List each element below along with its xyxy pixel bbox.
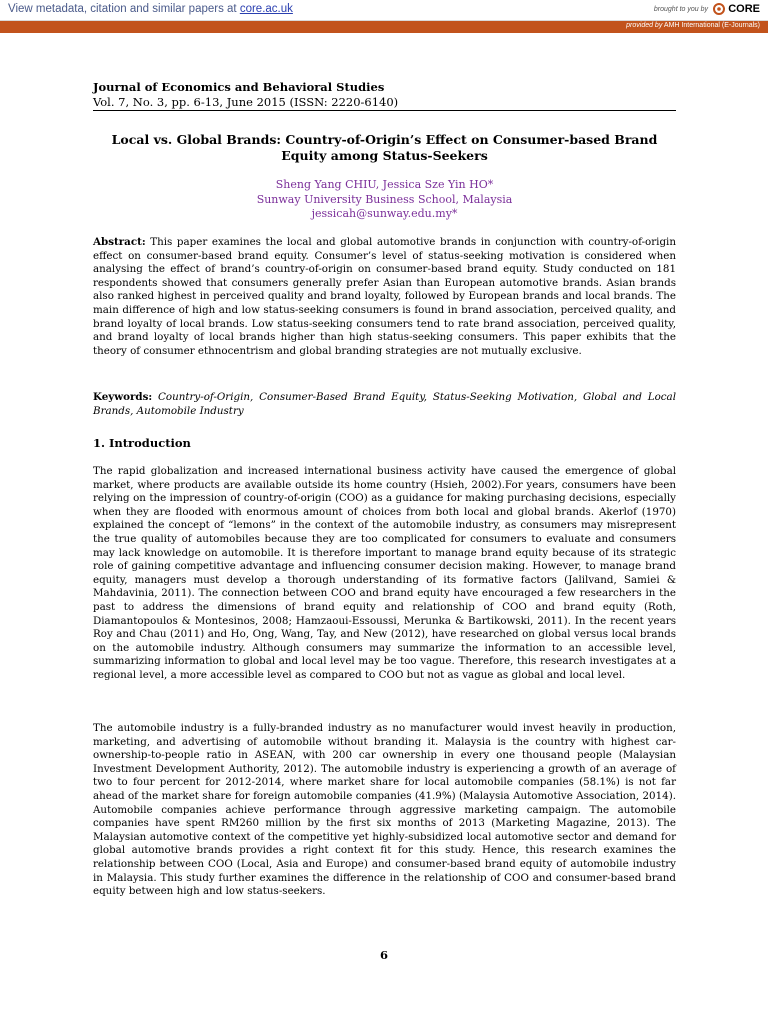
provided-prefix: provided by [626, 22, 663, 29]
abstract [93, 236, 676, 358]
author-email: jessicah@sunway.edu.my* [311, 207, 458, 220]
brought-by-text: brought to you by [653, 6, 708, 13]
intro-paragraph-2: The automobile industry is a fully-branded industry as no manufacturer would invest heavily in production, marketing, and advertising of automobile without branding it. Malaysia is the country with highest car-ownership-to-people ratio in ASEAN, with 200 car ownership in every one thousand people (Malaysian Investment Development Authority, 2012). The automobile industry is experiencing a growth of an average of two to four percent for 2012-2014, where market share for local automobile companies (58.1%) is not far ahead of the market share for foreign automobile companies (41.9%) (Malaysia Automotive Association, 2014). Automobile companies achieve performance through aggressive marketing campaign. The automobile companies have spent RM260 million by the first six months of 2013 (Marketing Magazine, 2013). The Malaysian automotive context of the competitive yet highly-subsidized local automotive sector and demand for global automotive brands provides a right context fit for this study. Hence, this research examines the relationship between COO (Local, Asia and Europe) and consumer-based brand equity of automobile industry in Malaysia. This study further examines the difference in the relationship of COO and consumer-based brand equity between high and low status-seekers. [93, 722, 676, 898]
author-names: Sheng Yang CHIU, Jessica Sze Yin HO* [275, 178, 494, 191]
keywords-label: Keywords: [93, 391, 153, 403]
journal-volume: Vol. 7, No. 3, pp. 6-13, June 2015 (ISSN: 2220-6140) [93, 95, 676, 112]
keywords [93, 391, 676, 418]
provider-name: AMH International (E-Journals) [663, 22, 760, 29]
intro-paragraph-1: The rapid globalization and increased international business activity have caused the emergence of global market, where products are available outside its home country (Hsieh, 2002).For years, consumers have been relying on the impression of country-of-origin (COO) as a guidance for making purchasing decisions, especially when they are flooded with enormous amount of choices from both local and global brands. Akerlof (1970) explained the concept of “lemons” in the context of the automobile industry, as consumers may misrepresent the true quality of automobiles because they are too complicated for consumers to evaluate and consumers may lack knowledge on automobile. It is therefore important to manage brand equity because of its strategic role of gaining competitive advantage and influencing consumer decision making. However, to manage brand equity, managers must develop a thorough understanding of its formative factors (Jalilvand, Samiei & Mahdavinia, 2011). The connection between COO and brand equity have encouraged a few researchers in the past to address the dimensions of brand equity and relationship of COO and brand equity (Roth, Diamantopoulos & Montesinos, 2008; Hamzaoui-Essoussi, Merunka & Bartikowski, 2011). In the recent years Roy and Chau (2011) and Ho, Ong, Wang, Tay, and New (2012), have researched on global versus local brands on the automobile industry. Although consumers may summarize the information to an accessible level, summarizing information to global and local level may be too vague. Therefore, this research investigates at a regional level, a more accessible level as compared to COO but not as vague as global and local level. [93, 465, 676, 681]
provided-by-line [626, 22, 760, 29]
page-number: 6 [379, 948, 388, 962]
metadata-line [8, 3, 293, 15]
abstract-text: This paper examines the local and global automotive brands in conjunction with country-of-origin effect on consumer-based brand equity. Consumer’s level of status-seeking motivation is considered when analysing the effect of brand’s country-of-origin on consumer-based brand equity. Study conducted on 181 respondents showed that consumers generally prefer Asian than European automotive brands. Asian brands also ranked highest in perceived quality and brand loyalty, followed by European brands and local brands. The main difference of high and low status-seeking consumers is found in brand association, perceived quality, and brand loyalty of local brands. Low status-seeking consumers tend to rate brand association, perceived quality, and brand loyalty of local brands higher than high status-seeking consumers. This paper exhibits that the theory of consumer ethnocentrism and global branding strategies are not mutually exclusive. [93, 236, 676, 357]
provider-bar [0, 21, 768, 33]
metadata-text: View metadata, citation and similar papers at [8, 3, 240, 15]
journal-name: Journal of Economics and Behavioral Studies [93, 80, 385, 94]
author-block [93, 178, 676, 222]
core-banner [0, 0, 768, 21]
core-logo-icon [713, 3, 725, 15]
section-heading: 1. Introduction [93, 436, 191, 450]
keywords-text: Country-of-Origin, Consumer-Based Brand Equity, Status-Seeking Motivation, Global and Local Brands, Automobile Industry [93, 391, 676, 417]
core-logo-text: CORE [728, 3, 760, 15]
abstract-label: Abstract: [93, 236, 146, 248]
core-link[interactable]: core.ac.uk [239, 3, 293, 15]
paper-title: Local vs. Global Brands: Country-of-Origin’s Effect on Consumer-based Brand Equity among Status-Seekers [111, 132, 658, 163]
journal-header [93, 80, 676, 111]
core-logo[interactable] [713, 2, 760, 16]
author-affiliation: Sunway University Business School, Malaysia [256, 192, 513, 206]
